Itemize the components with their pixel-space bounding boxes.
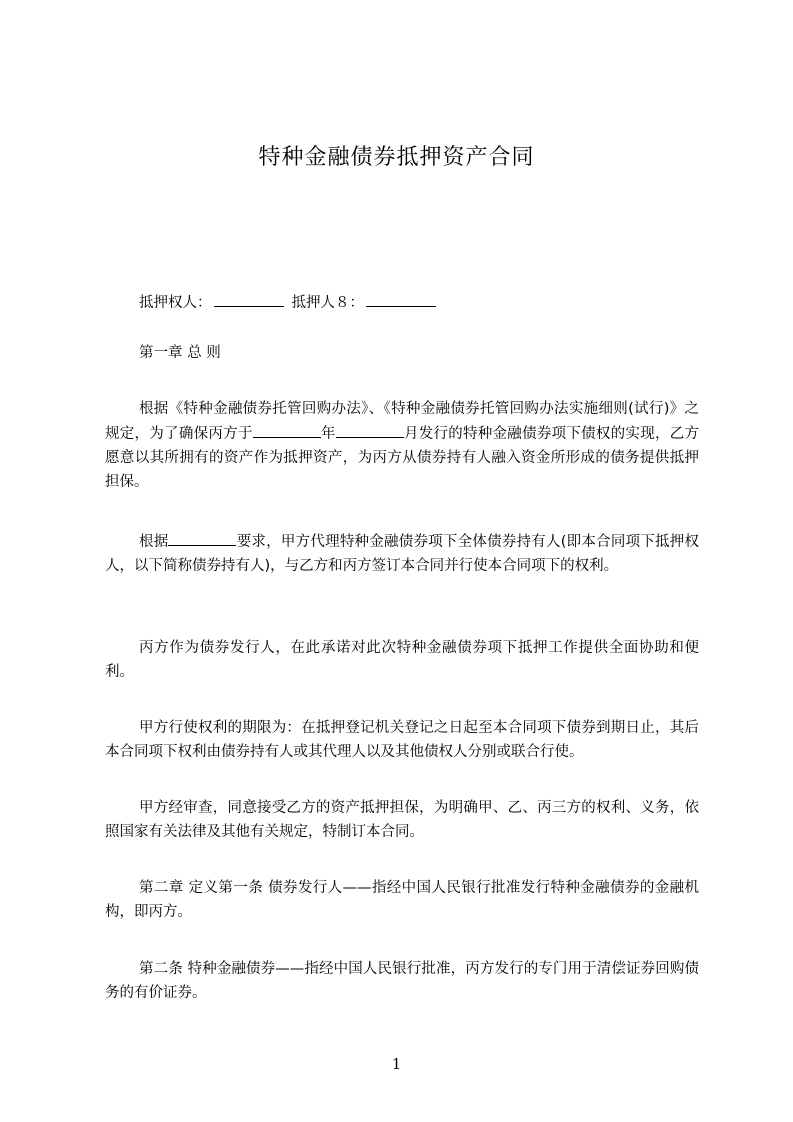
year-blank (253, 421, 321, 438)
paragraph-2-part-a: 根据 (139, 534, 169, 550)
month-blank (336, 421, 404, 438)
mortgagee-blank (214, 290, 284, 307)
authority-blank (168, 529, 236, 546)
paragraph-1-part-b: 年 (320, 426, 336, 442)
mortgagee-label: 抵押权人： (139, 295, 212, 311)
paragraph-4: 甲方行使权利的期限为：在抵押登记机关登记之日起至本合同项下债券到期日止，其后本合同项下权利由债券持有人或其代理人以及其他债权人分别或联合行使。 (105, 720, 699, 760)
paragraph-1-part-a: 根据《特种金融债券托管回购办法》、《特种金融债券托管回购办法实施细则(试行)》之规定，为了确保丙方于 (105, 401, 699, 442)
paragraph-1 (105, 397, 699, 494)
paragraph-5: 甲方经审查，同意接受乙方的资产抵押担保，为明确甲、乙、丙三方的权利、义务，依照国家有关法律及其他有关规定，特制订本合同。 (105, 800, 699, 840)
paragraph-1-part-c: 月发行的特种金融债券项下债权的实现，乙方愿意以其所拥有的资产作为抵押资产，为丙方从债券持有人融入资金所形成的债务提供抵押担保。 (105, 426, 699, 490)
signature-line (139, 290, 444, 313)
paragraph-2-part-b: 要求，甲方代理特种金融债券项下全体债券持有人(即本合同项下抵押权人，以下简称债券持有人)，与乙方和丙方签订本合同并行使本合同项下的权利。 (105, 534, 700, 574)
paragraph-3: 丙方作为债券发行人，在此承诺对此次特种金融债券项下抵押工作提供全面协助和便利。 (105, 640, 699, 680)
paragraph-7: 第二条 特种金融债券——指经中国人民银行批准，丙方发行的专门用于清偿证券回购债务的有价证券。 (105, 961, 699, 1001)
document-title: 特种金融债券抵押资产合同 (258, 145, 535, 170)
mortgagor-blank (366, 290, 436, 307)
paragraph-2 (105, 529, 699, 578)
paragraph-6: 第二章 定义第一条 债券发行人——指经中国人民银行批准发行特种金融债券的金融机构，即丙方。 (105, 880, 699, 920)
chapter-1-heading: 第一章 总 则 (139, 345, 221, 361)
page-number: 1 (391, 1055, 402, 1073)
mortgagor-label: 抵押人８： (291, 295, 364, 311)
